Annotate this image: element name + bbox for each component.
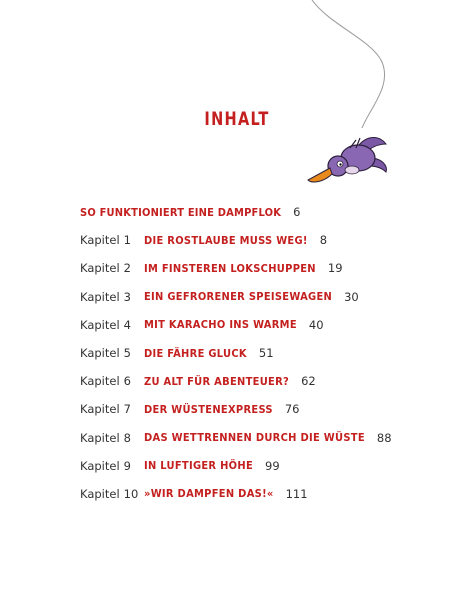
- chapter-title: DIE ROSTLAUBE MUSS WEG!: [144, 233, 308, 247]
- toc-entry-chapter-6[interactable]: [80, 367, 460, 395]
- table-of-contents: [80, 198, 460, 508]
- chapter-label: Kapitel 4: [80, 318, 144, 332]
- page-number: 19: [327, 261, 343, 276]
- chapter-title: DER WÜSTENEXPRESS: [144, 402, 273, 416]
- chapter-label: Kapitel 7: [80, 402, 144, 416]
- toc-entry-chapter-8[interactable]: [80, 424, 460, 452]
- chapter-number: 3: [123, 289, 131, 304]
- chapter-title: DAS WETTRENNEN DURCH DIE WÜSTE: [144, 431, 365, 445]
- chapter-number: 1: [123, 233, 131, 248]
- chapter-title: ZU ALT FÜR ABENTEUER?: [144, 374, 290, 388]
- chapter-label: Kapitel 10: [80, 486, 139, 501]
- toc-entry-chapter-10[interactable]: [80, 480, 460, 508]
- page-number: 30: [344, 289, 359, 304]
- chapter-title: DIE FÄHRE GLUCK: [144, 346, 247, 360]
- toc-entry-chapter-7[interactable]: [80, 395, 460, 423]
- chapter-number: 7: [123, 402, 131, 417]
- chapter-label: Kapitel 9: [80, 459, 144, 473]
- chapter-number: 9: [123, 458, 131, 473]
- page-number: 76: [284, 402, 300, 417]
- toc-entry-chapter-1[interactable]: [80, 226, 460, 254]
- chapter-label: Kapitel 1: [80, 233, 144, 247]
- chapter-label: Kapitel 3: [80, 290, 144, 304]
- toc-entry-chapter-3[interactable]: [80, 283, 460, 311]
- page-number: 99: [265, 458, 280, 473]
- toc-entry-chapter-5[interactable]: [80, 339, 460, 367]
- page-number: 111: [285, 486, 308, 501]
- toc-entry-intro[interactable]: [80, 198, 460, 226]
- chapter-number: 5: [123, 346, 131, 361]
- chapter-number: 4: [123, 317, 131, 332]
- page-number: 88: [376, 430, 392, 445]
- chapter-title: EIN GEFRORENER SPEISEWAGEN: [144, 290, 333, 304]
- chapter-title: IN LUFTIGER HÖHE: [144, 459, 254, 473]
- chapter-title: SO FUNKTIONIERT EINE DAMPFLOK: [80, 205, 282, 219]
- bird-illustration-icon: [300, 128, 390, 190]
- chapter-number: 6: [123, 374, 131, 389]
- chapter-title: »WIR DAMPFEN DAS!«: [144, 487, 274, 501]
- page-title: INHALT: [204, 108, 270, 130]
- toc-entry-chapter-9[interactable]: [80, 452, 460, 480]
- chapter-label: Kapitel 2: [80, 261, 144, 275]
- page-number: 62: [301, 374, 316, 389]
- chapter-number: 8: [123, 430, 131, 445]
- page-number: 51: [258, 346, 274, 361]
- page-number: 40: [308, 317, 324, 332]
- toc-entry-chapter-2[interactable]: [80, 254, 460, 282]
- page-number: 6: [293, 205, 301, 220]
- chapter-label: Kapitel 8: [80, 431, 144, 445]
- chapter-number: 10: [123, 486, 139, 501]
- toc-entry-chapter-4[interactable]: [80, 311, 460, 339]
- chapter-label: Kapitel 5: [80, 346, 144, 360]
- chapter-label: Kapitel 6: [80, 374, 144, 388]
- chapter-title: IM FINSTEREN LOKSCHUPPEN: [144, 261, 316, 275]
- chapter-number: 2: [123, 261, 131, 276]
- chapter-title: MIT KARACHO INS WARME: [144, 318, 297, 332]
- page-number: 8: [319, 233, 328, 248]
